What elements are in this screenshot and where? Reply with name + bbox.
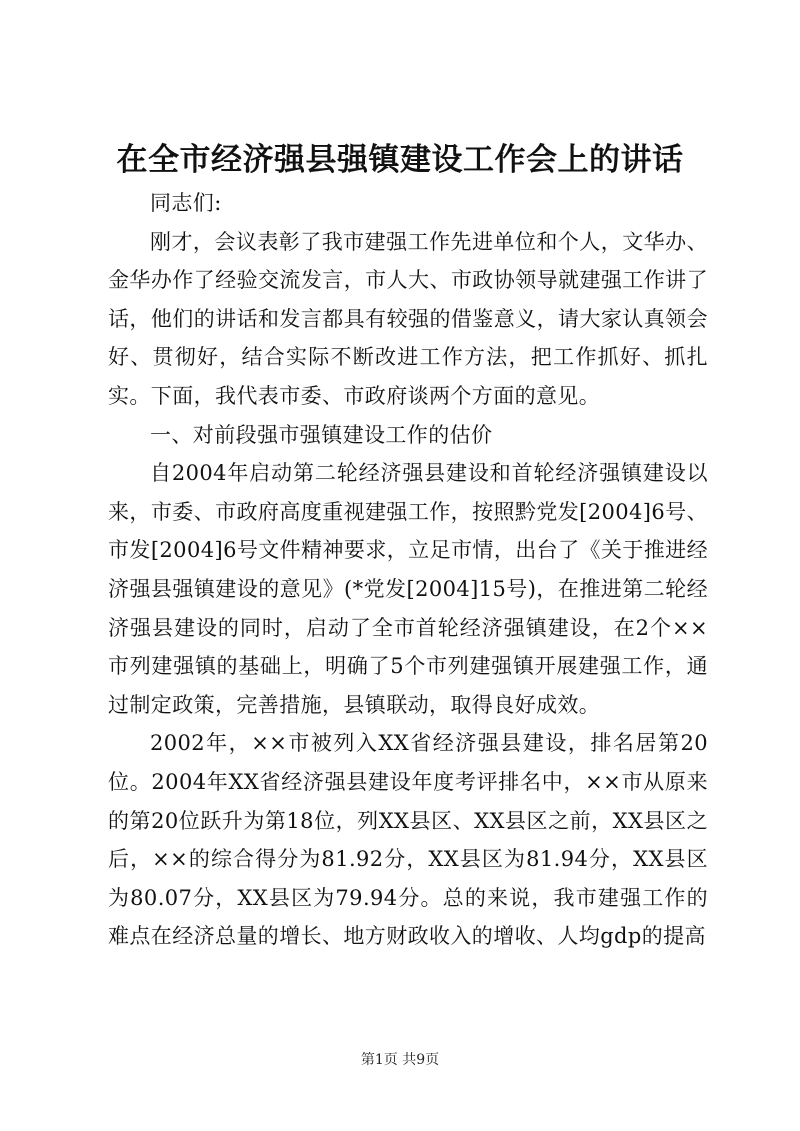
greeting-paragraph: 同志们: (150, 191, 222, 215)
opening-paragraph: 刚才，会议表彰了我市建强工作先进单位和个人，文华办、金华办作了经验交流发言，市人大、市政协领导就建强工作讲了话，他们的讲话和发言都具有较强的借鉴意义，请大家认真领会好、贯彻好，结合实际不断改进工作方法，把工作抓好、抓扎实。下面，我代表市委、市政府谈两个方面的意见。 (108, 229, 708, 408)
document-title: 在全市经济强县强镇建设工作会上的讲话 (116, 142, 684, 178)
page-number: 第1页 共9页 (360, 1052, 440, 1068)
body-paragraph: 2002年，××市被列入XX省经济强县建设，排名居第20位。2004年XX省经济强县建设年度考评排名中，××市从原来的第20位跃升为第18位，列XX县区、XX县区之前，XX县区之后，××的综合得分为81.92分，XX县区为81.94分，XX县区为80.07分，XX县区为79.94分。总的来说，我市建强工作的难点在经济总量的增长、地方财政收入的增收、人均gdp的提高 (108, 731, 708, 949)
document-body (108, 184, 708, 956)
body-paragraph: 自2004年启动第二轮经济强县建设和首轮经济强镇建设以来，市委、市政府高度重视建强工作，按照黔党发[2004]6号、市发[2004]6号文件精神要求，立足市情，出台了《关于推进经济强县强镇建设的意见》(*党发[2004]15号)，在推进第二轮经济强县建设的同时，启动了全市首轮经济强镇建设，在2个××市列建强镇的基础上，明确了5个市列建强镇开展建强工作，通过制定政策，完善措施，县镇联动，取得良好成效。 (108, 461, 708, 717)
section-heading: 一、对前段强市强镇建设工作的估价 (150, 422, 493, 447)
